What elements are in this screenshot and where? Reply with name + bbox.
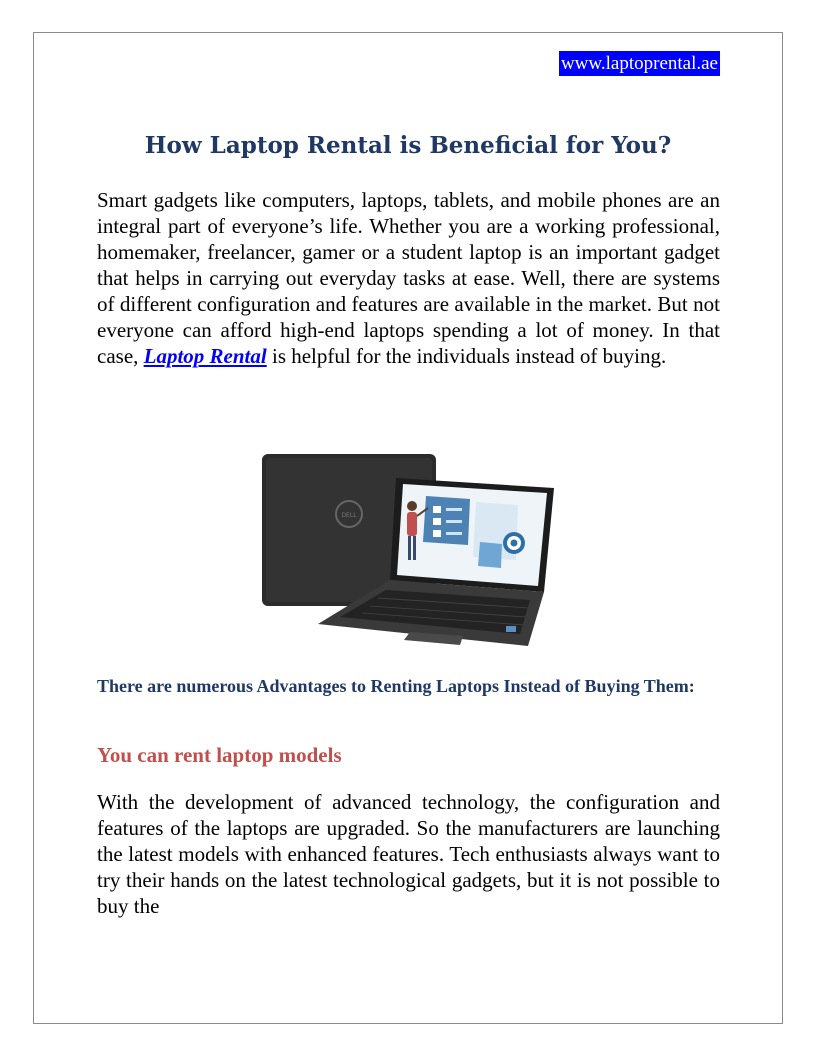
person-figure [407, 501, 417, 511]
intro-text-end: is helpful for the individuals instead of buying. [266, 344, 667, 368]
section-heading-rent-models: You can rent laptop models [97, 743, 342, 767]
laptop-image [258, 450, 558, 650]
laptop-rental-link[interactable]: Laptop Rental [143, 344, 267, 368]
intro-text-start: Smart gadgets like computers, laptops, tablets, and mobile phones are an integral part of everyone’s life. Whether you are a working professional, homemaker, freelancer, gamer or a student laptop is an important gadget that helps in carrying out everyday tasks at ease. Well, there are systems of different configuration and features are available in the market. But not everyone can afford high-end laptops spending a lot of money. In that case, [97, 188, 720, 368]
site-url-link[interactable]: www.laptoprental.ae [560, 53, 718, 74]
advantages-heading: There are numerous Advantages to Renting Laptops Instead of Buying Them: [97, 676, 695, 696]
front-laptop-screen [397, 484, 547, 586]
article-title: How Laptop Rental is Beneficial for You? [144, 132, 672, 159]
logo-text: DELL [341, 512, 357, 519]
intro-paragraph [97, 187, 720, 369]
section-paragraph: With the development of advanced technology, the configuration and features of the laptops are upgraded. So the manufacturers are launching the latest models with enhanced features. Tech enthusiasts always want to try their hands on the latest technological gadgets, but it is not possible to buy the [97, 790, 720, 918]
